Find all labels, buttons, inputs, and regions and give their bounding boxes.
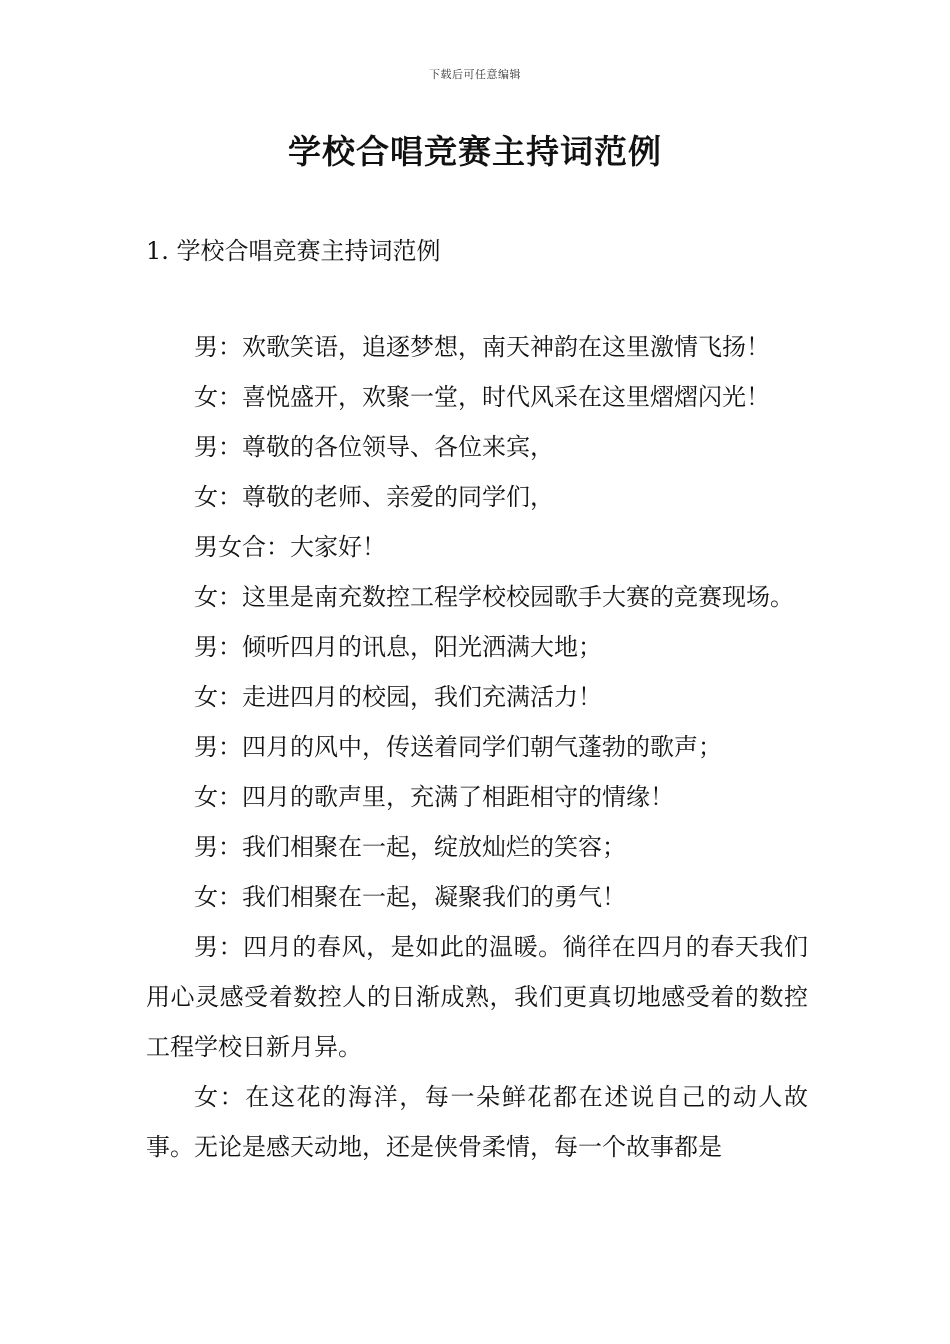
paragraph: 女：这里是南充数控工程学校校园歌手大赛的竞赛现场。 (194, 583, 794, 611)
paragraph: 女：我们相聚在一起，凝聚我们的勇气！ (194, 883, 626, 911)
header-note: 下载后可任意编辑 (429, 68, 521, 81)
paragraph: 女：在这花的海洋，每一朵鲜花都在述说自己的动人故事。无论是感天动地，还是侠骨柔情，每一个故事都是 (146, 1083, 808, 1161)
paragraph: 女：喜悦盛开，欢聚一堂，时代风采在这里熠熠闪光！ (194, 383, 770, 411)
paragraph: 女：尊敬的老师、亲爱的同学们， (194, 483, 554, 511)
body-text (146, 322, 808, 1172)
paragraph: 女：走进四月的校园，我们充满活力！ (194, 683, 602, 711)
document-title: 学校合唱竞赛主持词范例 (288, 132, 662, 171)
paragraph: 男：尊敬的各位领导、各位来宾， (194, 433, 554, 461)
paragraph: 男：倾听四月的讯息，阳光洒满大地； (194, 633, 602, 661)
section-heading: 1. 学校合唱竞赛主持词范例 (146, 237, 441, 265)
paragraph: 男：欢歌笑语，追逐梦想，南天神韵在这里激情飞扬！ (194, 333, 770, 361)
paragraph: 男：我们相聚在一起，绽放灿烂的笑容； (194, 833, 626, 861)
paragraph: 男：四月的风中，传送着同学们朝气蓬勃的歌声； (194, 733, 722, 761)
paragraph: 男女合：大家好！ (194, 533, 386, 561)
paragraph: 女：四月的歌声里，充满了相距相守的情缘！ (194, 783, 674, 811)
paragraph: 男：四月的春风，是如此的温暖。徜徉在四月的春天我们用心灵感受着数控人的日渐成熟，我们更真切地感受着的数控工程学校日新月异。 (146, 933, 808, 1061)
